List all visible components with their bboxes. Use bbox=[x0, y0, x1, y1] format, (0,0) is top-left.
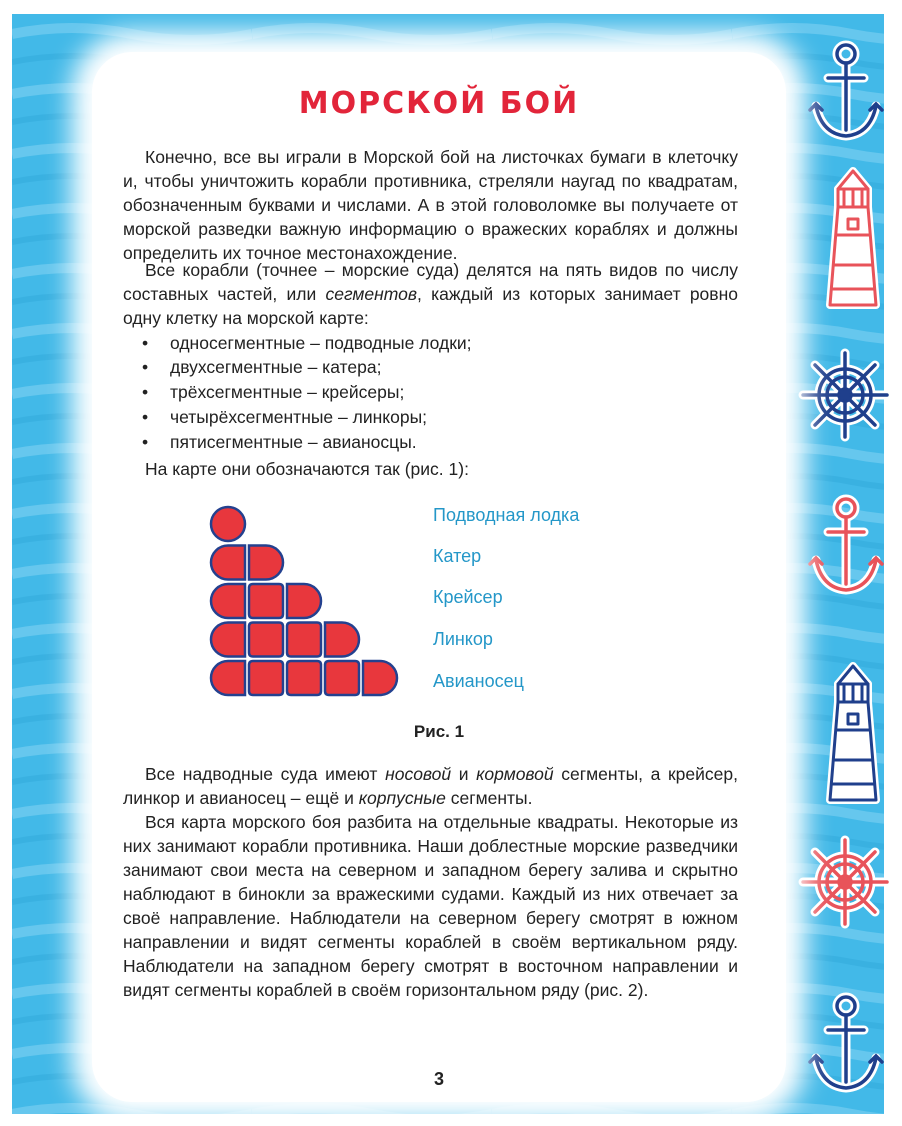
text-run: сегменты. bbox=[445, 788, 533, 808]
segments-term: сегментов bbox=[325, 284, 418, 304]
cruiser-segment bbox=[211, 584, 245, 618]
intro-paragraph: Конечно, все вы играли в Морской бой на листочках бумаги в клеточку и, чтобы уничтожить корабли противника, стреляли наугад по квадратам, обозначенным буквами и числами. А в этой головоломке вы получаете от морской разведки важную информацию о вражеских кораблях и должны определить их точное местонахождение. bbox=[123, 147, 738, 263]
figure-intro: На карте они обозначаются так (рис. 1): bbox=[145, 459, 469, 479]
cruiser-segment bbox=[249, 584, 283, 618]
list-item: • пятисегментные – авианосцы. bbox=[142, 432, 417, 452]
battleship-segment bbox=[211, 623, 245, 657]
segments-text-2: , каждый из которых занимает ровно одну клетку на морской карте: bbox=[123, 284, 738, 328]
text-run: Все надводные суда имеют bbox=[145, 764, 386, 784]
boat-segment bbox=[211, 546, 245, 580]
anchor-icon bbox=[806, 38, 886, 148]
battleship-segment bbox=[287, 623, 321, 657]
ship-wheel-icon bbox=[800, 832, 890, 932]
cruiser-segment bbox=[287, 584, 321, 618]
term-stern: кормовой bbox=[476, 764, 554, 784]
legend-submarine: Подводная лодка bbox=[433, 505, 580, 525]
carrier-segment bbox=[249, 661, 283, 695]
list-item: • односегментные – подводные лодки; bbox=[142, 333, 472, 353]
segments-text-1: Все корабли (точнее – морские суда) делятся на пять видов по числу составных частей, или bbox=[123, 260, 738, 304]
text-run: и bbox=[451, 764, 477, 784]
segments-types-paragraph bbox=[123, 762, 738, 810]
legend-battleship: Линкор bbox=[433, 629, 493, 649]
anchor-icon bbox=[806, 492, 886, 602]
battleship-segment bbox=[325, 623, 359, 657]
battleship-segment bbox=[249, 623, 283, 657]
list-item-text: односегментные – подводные лодки; bbox=[170, 333, 472, 353]
list-item: • трёхсегментные – крейсеры; bbox=[142, 382, 405, 402]
list-item: • двухсегментные – катера; bbox=[142, 357, 382, 377]
term-hull: корпусные bbox=[358, 788, 446, 808]
legend-carrier: Авианосец bbox=[433, 671, 524, 691]
legend-boat: Катер bbox=[433, 546, 482, 566]
page-number: 3 bbox=[433, 1069, 444, 1089]
list-item-text: четырёхсегментные – линкоры; bbox=[170, 407, 428, 427]
legend-cruiser: Крейсер bbox=[433, 587, 503, 607]
carrier-segment bbox=[325, 661, 359, 695]
list-item-text: пятисегментные – авианосцы. bbox=[170, 432, 417, 452]
anchor-icon bbox=[806, 990, 886, 1100]
map-paragraph: Вся карта морского боя разбита на отдельные квадраты. Некоторые из них занимают корабли противника. Наши доблестные морские разведчики занимают свои места на северном и западном берегу залива и скрытно наблюдают в бинокли за вражескими судами. Каждый из них отвечает за своё направление. Наблюдатели на северном берегу смотрят в южном направлении и видят сегменты кораблей в своём вертикальном ряду. Наблюдатели на западном берегу смотрят в восточном направлении и видят сегменты кораблей в своём горизонтальном ряду (рис. 2). bbox=[123, 812, 738, 1000]
text-run: сегменты, а крейсер, линкор и авианосец – ещё и bbox=[123, 764, 738, 808]
submarine-segment bbox=[211, 507, 245, 541]
carrier-segment bbox=[363, 661, 397, 695]
carrier-segment bbox=[287, 661, 321, 695]
lighthouse-icon bbox=[818, 660, 888, 810]
term-bow: носовой bbox=[385, 764, 452, 784]
figure-caption: Рис. 1 bbox=[413, 722, 465, 741]
list-item-text: трёхсегментные – крейсеры; bbox=[170, 382, 405, 402]
carrier-segment bbox=[211, 661, 245, 695]
boat-segment bbox=[249, 546, 283, 580]
segments-paragraph bbox=[123, 258, 738, 330]
list-item-text: двухсегментные – катера; bbox=[170, 357, 382, 377]
page-title: МОРСКОЙ БОЙ bbox=[298, 86, 580, 121]
ship-wheel-icon bbox=[800, 345, 890, 445]
list-item: • четырёхсегментные – линкоры; bbox=[142, 407, 428, 427]
lighthouse-icon bbox=[818, 165, 888, 315]
ships-figure bbox=[208, 504, 398, 696]
